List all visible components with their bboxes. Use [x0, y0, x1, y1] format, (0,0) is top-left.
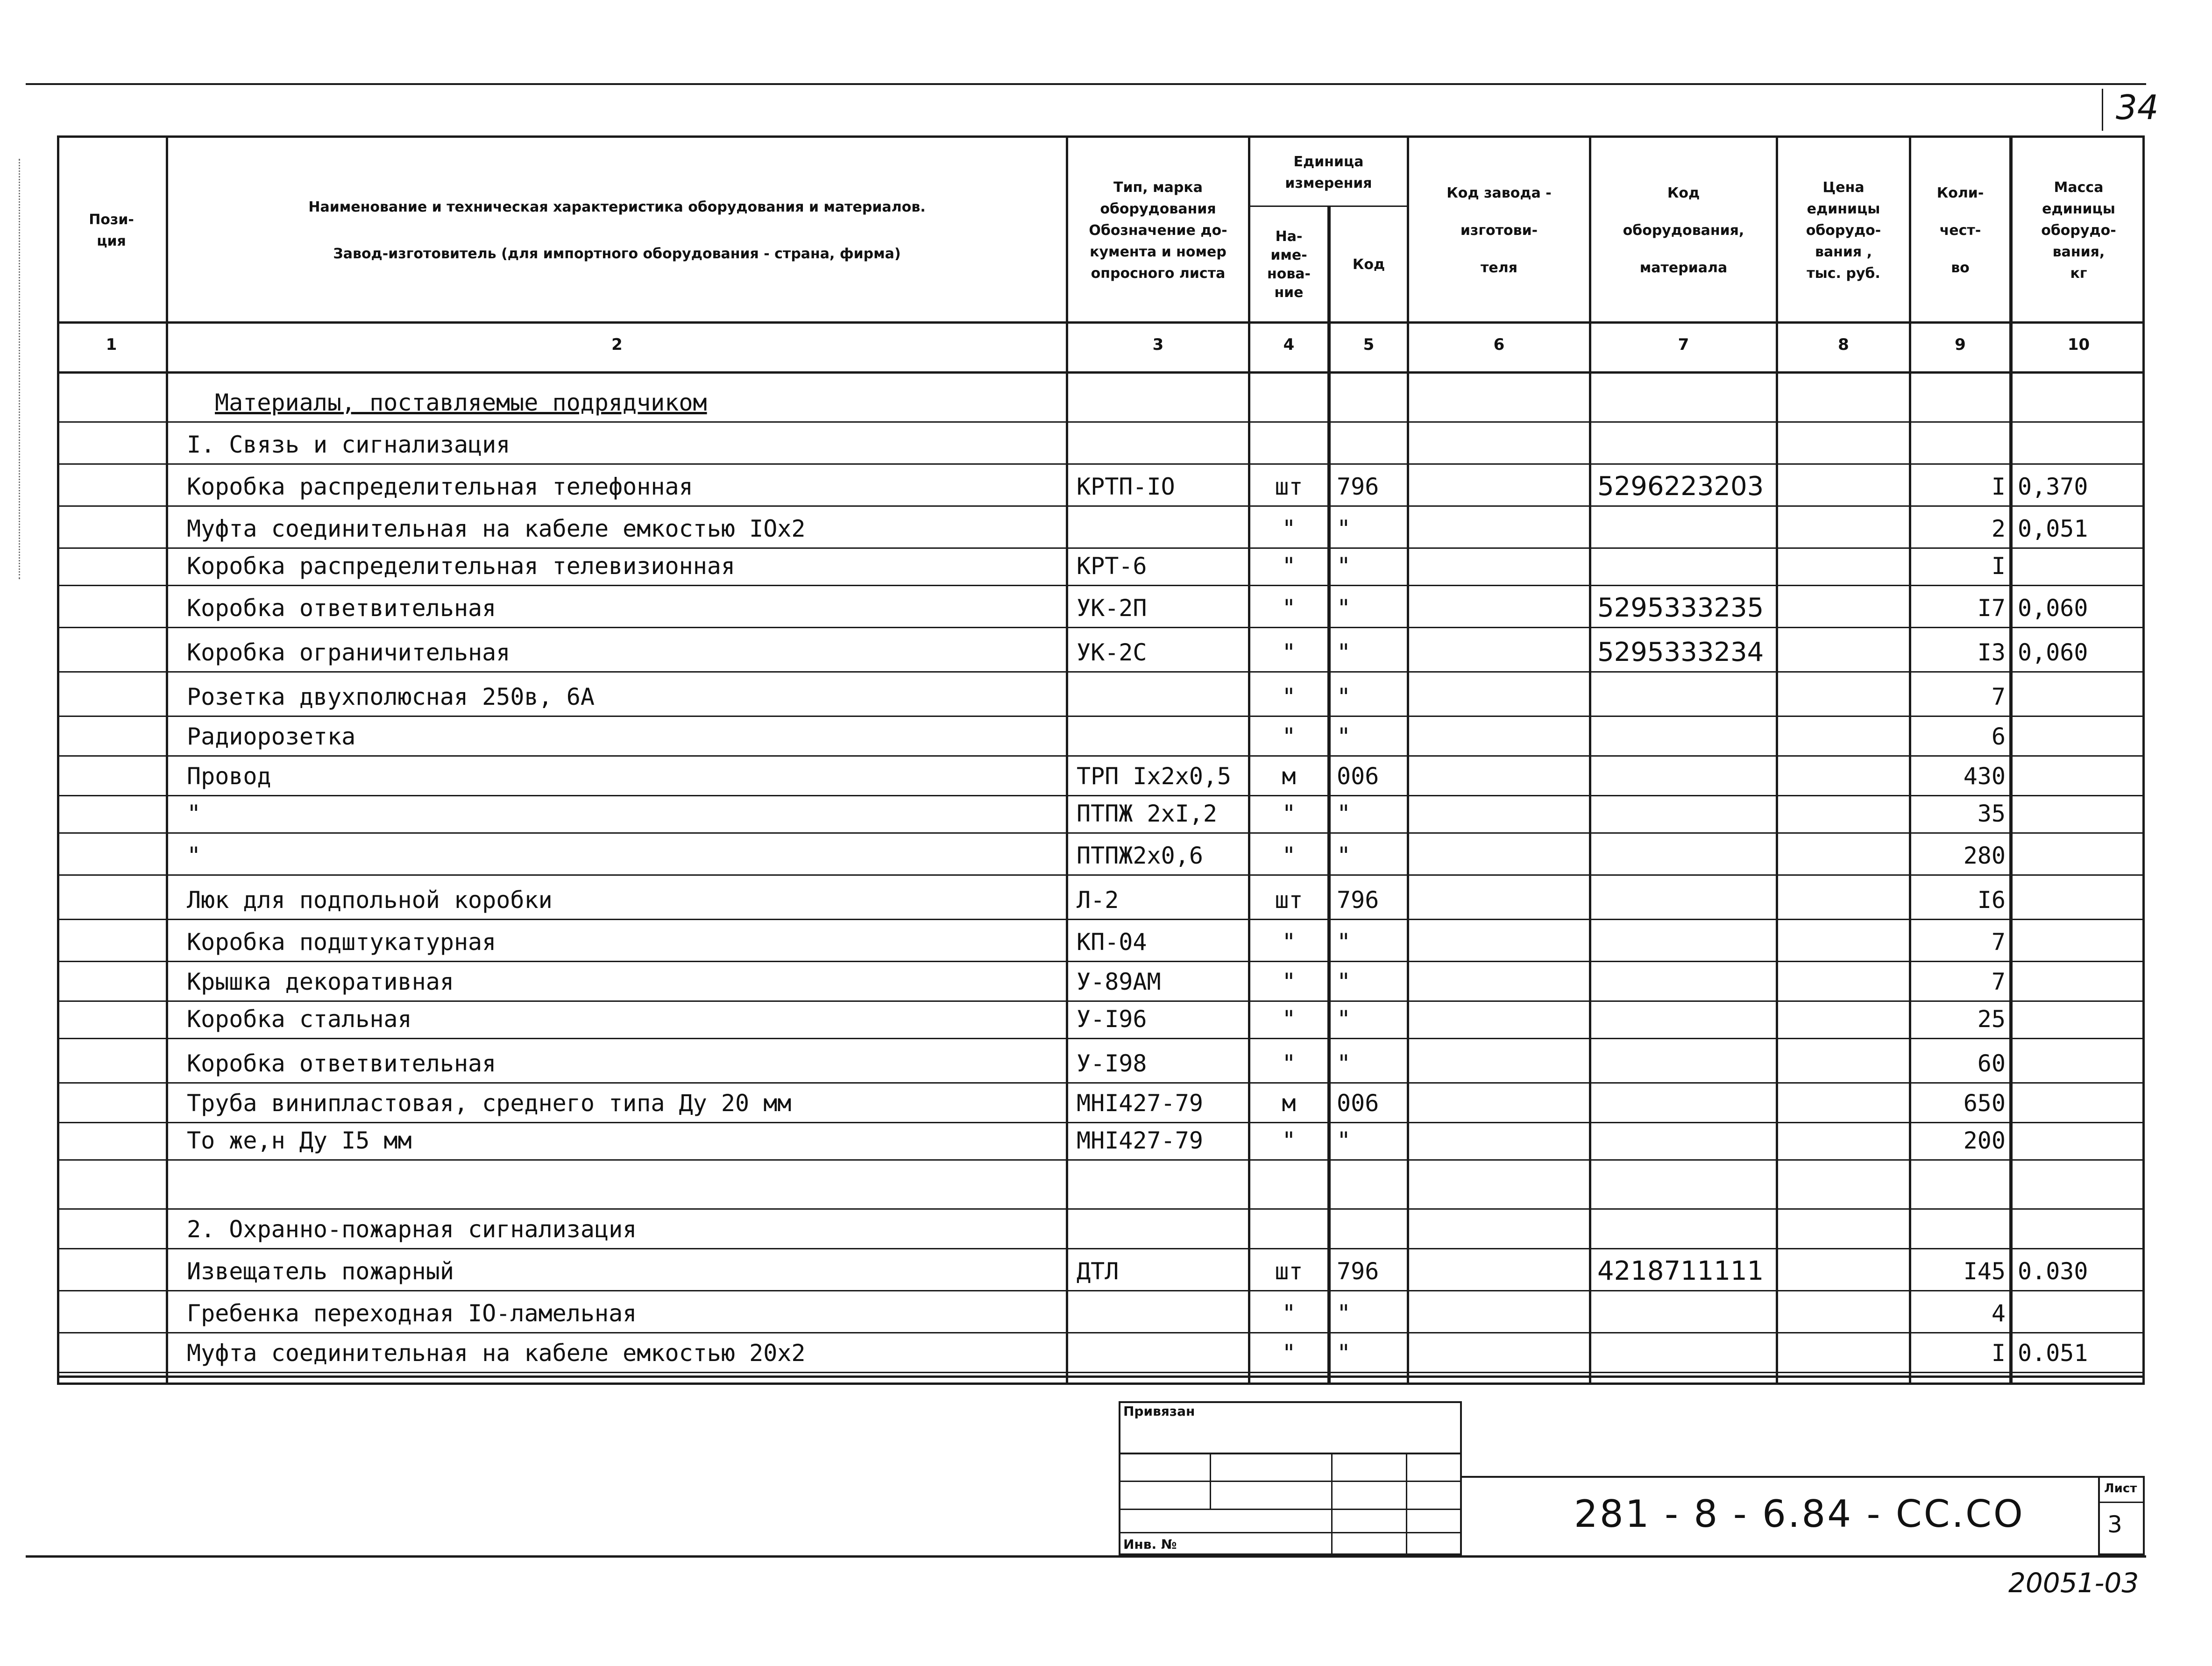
cell-unit: ": [1282, 723, 1296, 750]
cell-type: КРТП-IO: [1077, 473, 1175, 500]
stamp-vline-3: [1406, 1453, 1407, 1555]
cell-unit: шт: [1275, 473, 1303, 500]
cell-name: Коробка распределительная телевизионная: [187, 553, 735, 580]
cell-equip-code: 4218711111: [1597, 1256, 1764, 1286]
cell-qty: 35: [1977, 800, 2006, 827]
cell-code: ": [1337, 1127, 1351, 1154]
row-separator: [57, 755, 2145, 757]
cell-qty: I: [1991, 473, 2006, 500]
cell-type: ПТПЖ 2хI,2: [1077, 800, 1218, 827]
stamp-line-4: [1119, 1532, 1462, 1533]
row-separator: [57, 547, 2145, 549]
cell-type: МНI427-79: [1077, 1127, 1203, 1154]
cell-qty: I: [1991, 553, 2006, 580]
cell-name: Провод: [187, 763, 271, 790]
cell-name: Извещатель пожарный: [187, 1258, 454, 1285]
cell-unit: ": [1282, 968, 1296, 995]
col-divider-9: [2009, 135, 2013, 1385]
header-name: [168, 140, 1066, 321]
header-price: [1778, 140, 1909, 321]
footer-code: 20051-03: [2008, 1567, 2139, 1599]
cell-type: КРТ-6: [1077, 553, 1147, 580]
cell-mass: 0,370: [2018, 473, 2088, 500]
cell-mass: 0.051: [2018, 1340, 2088, 1367]
header-quantity: [1911, 140, 2009, 321]
header-quantity-line2: чест-: [1939, 222, 1981, 239]
cell-code: ": [1337, 968, 1351, 995]
header-name-line2: Завод-изготовитель (для импортного оборудования - страна, фирма): [333, 246, 901, 262]
cell-equip-code: 5295333234: [1597, 637, 1764, 667]
header-equipment-code: [1591, 140, 1776, 321]
header-mass-line3: оборудо-: [2041, 222, 2116, 239]
cell-code: 796: [1337, 473, 1379, 500]
row-separator: [57, 1372, 2145, 1373]
cell-qty: 650: [1963, 1090, 2006, 1117]
cell-qty: 7: [1991, 968, 2006, 995]
cell-name: Материалы, поставляемые подрядчиком: [215, 389, 707, 416]
header-price-line2: единицы: [1807, 201, 1880, 217]
header-position-line1: Пози-: [89, 212, 134, 228]
row-separator: [57, 1082, 2145, 1084]
row-separator: [57, 1290, 2145, 1291]
cell-name: Коробка ответвительная: [187, 1050, 496, 1077]
header-bottom-line: [57, 321, 2145, 324]
cell-code: 006: [1337, 1090, 1379, 1117]
cell-code: ": [1337, 1340, 1351, 1367]
cell-name: Труба винипластовая, среднего типа Ду 20 мм: [187, 1090, 792, 1117]
sheet-box-divider: [2098, 1502, 2145, 1503]
sheet-label: Лист: [2104, 1482, 2137, 1496]
outer-bottom-line: [26, 1555, 2146, 1558]
cell-qty: I45: [1963, 1258, 2006, 1285]
cell-qty: I3: [1977, 639, 2006, 666]
header-mass-line5: кг: [2070, 265, 2087, 282]
cell-unit: ": [1282, 553, 1296, 580]
header-unit-group-line2: измерения: [1285, 175, 1372, 191]
page-number-divider: [2102, 89, 2103, 131]
cell-qty: 6: [1991, 723, 2006, 750]
row-separator: [57, 795, 2145, 796]
cell-unit: ": [1282, 683, 1296, 710]
row-separator: [57, 961, 2145, 962]
cell-name: Гребенка переходная IO-ламельная: [187, 1300, 637, 1327]
cell-code: ": [1337, 723, 1351, 750]
col-divider-2: [1066, 135, 1068, 1385]
cell-code: 796: [1337, 886, 1379, 914]
cell-unit: м: [1282, 1090, 1296, 1117]
header-unit-group: [1250, 140, 1407, 206]
cell-qty: I6: [1977, 886, 2006, 914]
stamp-line-3: [1119, 1509, 1462, 1510]
header-mass-line4: вания,: [2052, 244, 2105, 260]
header-name-line1: Наименование и техническая характеристика оборудования и материалов.: [308, 199, 926, 215]
cell-name: Крышка декоративная: [187, 968, 454, 995]
cell-qty: I7: [1977, 595, 2006, 622]
cell-unit: ": [1282, 1300, 1296, 1327]
row-separator: [57, 832, 2145, 834]
header-type-line4: кумента и номер: [1090, 244, 1227, 260]
cell-unit: ": [1282, 800, 1296, 827]
header-unit-name-line2: име-: [1270, 247, 1307, 263]
cell-name: 2. Охранно-пожарная сигнализация: [187, 1216, 637, 1243]
stamp-vline-1: [1210, 1453, 1211, 1509]
header-unit-name-line1: На-: [1275, 228, 1303, 245]
cell-unit: ": [1282, 595, 1296, 622]
cell-type: УК-2П: [1077, 595, 1147, 622]
cell-qty: 200: [1963, 1127, 2006, 1154]
cell-code: ": [1337, 515, 1351, 542]
cell-unit: м: [1282, 763, 1296, 790]
cell-qty: 4: [1991, 1300, 2006, 1327]
colnum-4: 4: [1283, 335, 1295, 354]
stamp-line-1: [1119, 1453, 1462, 1454]
row-separator: [57, 716, 2145, 717]
cell-name: Коробка стальная: [187, 1006, 412, 1033]
header-unit-name-line3: нова-: [1267, 265, 1311, 282]
cell-code: ": [1337, 800, 1351, 827]
cell-code: ": [1337, 639, 1351, 666]
colnum-10: 10: [2067, 335, 2090, 354]
colnum-8: 8: [1838, 335, 1849, 354]
header-type: [1068, 140, 1248, 321]
cell-qty: 2: [1991, 515, 2006, 542]
cell-name: Муфта соединительная на кабеле емкостью 20х2: [187, 1340, 806, 1367]
row-separator: [57, 1248, 2145, 1249]
cell-qty: 7: [1991, 929, 2006, 956]
cell-qty: 7: [1991, 683, 2006, 710]
header-price-line5: тыс. руб.: [1807, 265, 1880, 282]
cell-name: Люк для подпольной коробки: [187, 886, 553, 914]
colnum-1: 1: [106, 335, 117, 354]
cell-unit: ": [1282, 1006, 1296, 1033]
cell-name: ": [187, 800, 201, 827]
cell-type: ТРП Iх2х0,5: [1077, 763, 1232, 790]
col-divider-5: [1407, 135, 1409, 1385]
cell-name: I. Связь и сигнализация: [187, 431, 510, 458]
cell-type: У-I98: [1077, 1050, 1147, 1077]
header-type-line2: оборудования: [1100, 201, 1216, 217]
header-factory-code: [1409, 140, 1589, 321]
row-separator: [57, 585, 2145, 586]
cell-name: Муфта соединительная на кабеле емкостью IOх2: [187, 515, 806, 542]
cell-name: То же,н Ду I5 мм: [187, 1127, 412, 1154]
cell-name: Коробка ответвительная: [187, 595, 496, 622]
page-number: 34: [2116, 88, 2159, 127]
cell-name: ": [187, 842, 201, 869]
cell-name: Радиорозетка: [187, 723, 356, 750]
row-separator: [57, 1159, 2145, 1161]
colnum-bottom-line: [57, 371, 2145, 374]
header-position-line2: ция: [97, 233, 126, 249]
header-type-line1: Тип, марка: [1113, 179, 1203, 196]
cell-type: ПТПЖ2х0,6: [1077, 842, 1203, 869]
cell-unit: шт: [1275, 1258, 1303, 1285]
cell-unit: шт: [1275, 886, 1303, 914]
cell-unit: ": [1282, 639, 1296, 666]
cell-code: ": [1337, 1006, 1351, 1033]
header-equipment-code-line3: материала: [1639, 260, 1728, 276]
cell-unit: ": [1282, 842, 1296, 869]
col-divider-3: [1248, 135, 1250, 1385]
row-separator: [57, 1332, 2145, 1333]
cell-unit: ": [1282, 1050, 1296, 1077]
row-separator: [57, 1122, 2145, 1123]
header-quantity-line3: во: [1951, 260, 1970, 276]
cell-type: МНI427-79: [1077, 1090, 1203, 1117]
header-mass-line2: единицы: [2042, 201, 2115, 217]
header-type-line3: Обозначение до-: [1089, 222, 1227, 239]
header-unit-group-line1: Единица: [1293, 154, 1364, 170]
header-mass-line1: Масса: [2054, 179, 2104, 196]
row-separator: [57, 1000, 2145, 1002]
left-margin-stamp: [19, 159, 34, 579]
doc-code: 281 - 8 - 6.84 - СС.СО: [1574, 1492, 2025, 1536]
cell-unit: ": [1282, 515, 1296, 542]
cell-type: У-89АМ: [1077, 968, 1161, 995]
header-unit-name-line4: ние: [1274, 284, 1304, 301]
cell-type: ДТЛ: [1077, 1258, 1119, 1285]
cell-code: ": [1337, 929, 1351, 956]
header-mass: [2013, 140, 2145, 321]
col-divider-1: [166, 135, 168, 1385]
header-position: [57, 140, 166, 321]
cell-unit: ": [1282, 929, 1296, 956]
cell-type: Л-2: [1077, 886, 1119, 914]
cell-equip-code: 5295333235: [1597, 593, 1764, 623]
header-equipment-code-line1: Код: [1667, 185, 1700, 201]
header-unit-code: [1331, 208, 1407, 321]
top-border-line: [26, 83, 2146, 85]
cell-qty: I: [1991, 1340, 2006, 1367]
cell-type: УК-2С: [1077, 639, 1147, 666]
cell-code: ": [1337, 683, 1351, 710]
cell-code: ": [1337, 1050, 1351, 1077]
row-separator: [57, 505, 2145, 507]
row-separator: [57, 671, 2145, 673]
cell-qty: 60: [1977, 1050, 2006, 1077]
sheet-number: 3: [2107, 1511, 2122, 1538]
cell-qty: 280: [1963, 842, 2006, 869]
col-divider-8: [1909, 135, 1911, 1385]
header-factory-code-line2: изготови-: [1460, 222, 1538, 239]
colnum-5: 5: [1363, 335, 1375, 354]
stamp-vline-2: [1331, 1453, 1333, 1555]
cell-unit: ": [1282, 1127, 1296, 1154]
header-equipment-code-line2: оборудования,: [1623, 222, 1744, 239]
row-separator: [57, 1208, 2145, 1210]
colnum-7: 7: [1678, 335, 1689, 354]
col-divider-7: [1776, 135, 1778, 1385]
stamp-inv-no: Инв. №: [1123, 1537, 1177, 1552]
cell-code: ": [1337, 595, 1351, 622]
header-price-line1: Цена: [1822, 179, 1865, 196]
header-price-line3: оборудо-: [1806, 222, 1881, 239]
row-separator: [57, 627, 2145, 628]
header-factory-code-line3: теля: [1481, 260, 1517, 276]
cell-type: КП-04: [1077, 929, 1147, 956]
cell-equip-code: 5296223203: [1597, 471, 1764, 502]
cell-code: ": [1337, 842, 1351, 869]
cell-qty: 430: [1963, 763, 2006, 790]
row-separator: [57, 1038, 2145, 1039]
colnum-9: 9: [1955, 335, 1966, 354]
row-separator: [57, 421, 2145, 423]
header-factory-code-line1: Код завода -: [1446, 185, 1552, 201]
header-unit-name: [1250, 208, 1327, 321]
col-divider-6: [1589, 135, 1591, 1385]
row-separator: [57, 463, 2145, 465]
row-separator: [57, 874, 2145, 876]
doc-code-top-line: [1462, 1476, 2145, 1478]
cell-code: 006: [1337, 763, 1379, 790]
cell-unit: ": [1282, 1340, 1296, 1367]
cell-mass: 0.030: [2018, 1258, 2088, 1285]
header-price-line4: вания ,: [1815, 244, 1872, 260]
stamp-privyazan: Привязан: [1123, 1404, 1195, 1419]
cell-code: ": [1337, 1300, 1351, 1327]
cell-name: Коробка распределительная телефонная: [187, 473, 693, 500]
cell-type: У-I96: [1077, 1006, 1147, 1033]
cell-mass: 0,051: [2018, 515, 2088, 542]
header-quantity-line1: Коли-: [1936, 185, 1984, 201]
cell-mass: 0,060: [2018, 639, 2088, 666]
cell-mass: 0,060: [2018, 595, 2088, 622]
colnum-3: 3: [1152, 335, 1164, 354]
colnum-2: 2: [611, 335, 623, 354]
cell-name: Коробка ограничительная: [187, 639, 510, 666]
colnum-6: 6: [1493, 335, 1505, 354]
table-body-bottom-line: [57, 1375, 2145, 1378]
cell-name: Коробка подштукатурная: [187, 929, 496, 956]
cell-code: 796: [1337, 1258, 1379, 1285]
cell-name: Розетка двухполюсная 250в, 6А: [187, 683, 595, 710]
stamp-line-2: [1119, 1481, 1462, 1482]
cell-qty: 25: [1977, 1006, 2006, 1033]
header-unit-code-text: Код: [1352, 256, 1385, 273]
header-type-line5: опросного листа: [1091, 265, 1226, 282]
cell-code: ": [1337, 553, 1351, 580]
row-separator: [57, 919, 2145, 920]
